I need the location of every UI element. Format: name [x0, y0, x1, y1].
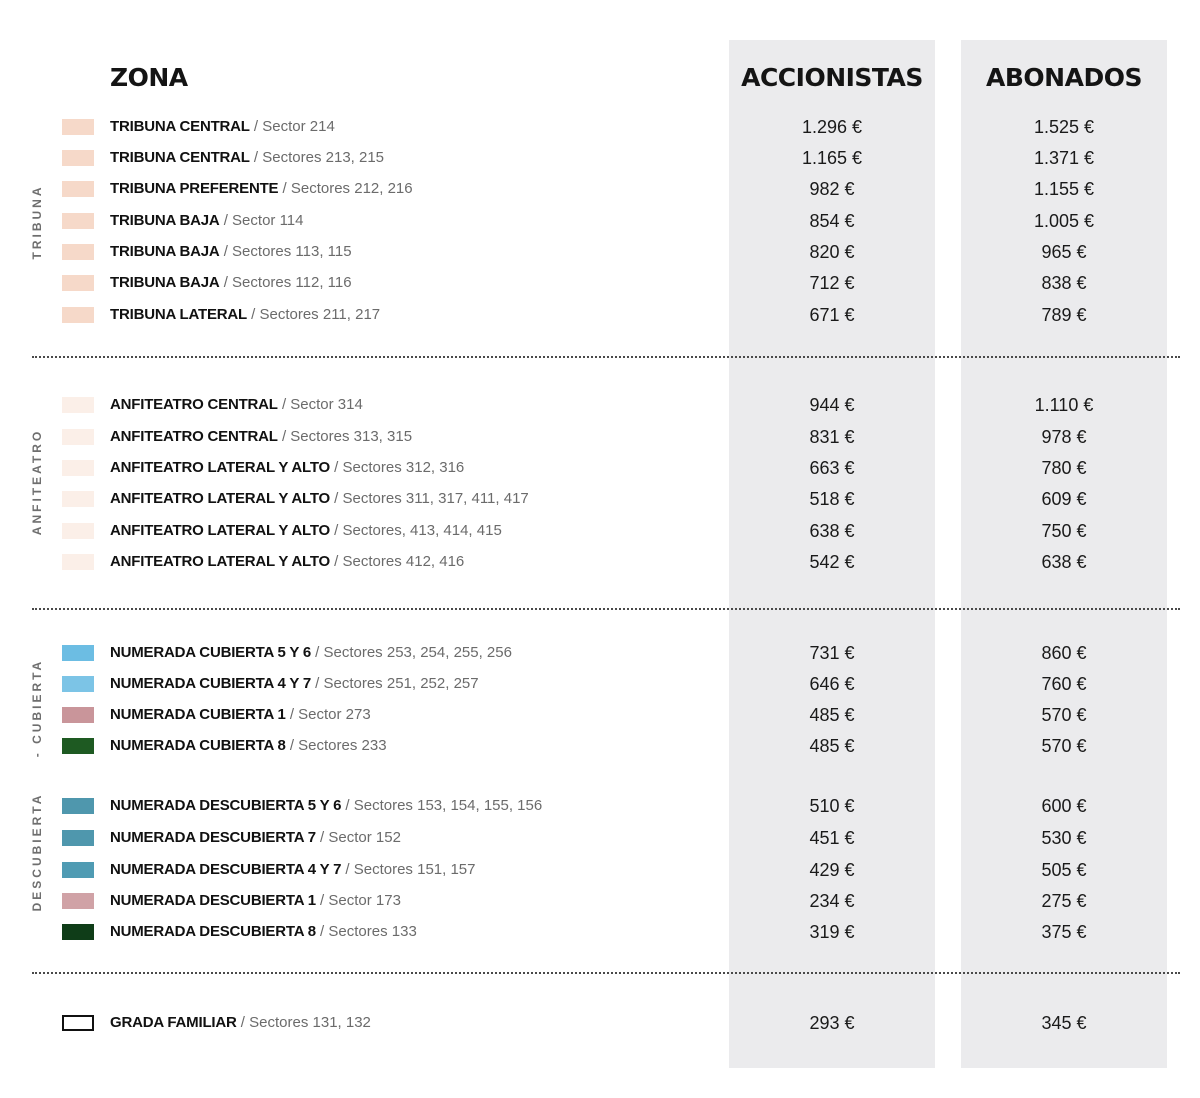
price-row	[0, 177, 1200, 201]
zone-name: TRIBUNA CENTRAL	[110, 118, 250, 135]
abonados-price: 789 €	[1041, 305, 1087, 325]
zone-color-swatch	[62, 119, 94, 135]
zone-sectors: / Sectores 113, 115	[219, 243, 352, 260]
zone-sectors: / Sectores 311, 317, 411, 417	[330, 490, 529, 507]
zone-label	[110, 920, 417, 944]
accionistas-price: 429 €	[809, 860, 855, 880]
price-row	[0, 858, 1200, 882]
zone-color-swatch	[62, 523, 94, 539]
zone-sectors: / Sectores 212, 216	[278, 180, 413, 197]
zone-label	[110, 240, 352, 264]
abonados-price: 275 €	[1041, 891, 1087, 911]
abonados-price: 505 €	[1041, 860, 1087, 880]
abonados-price: 760 €	[1041, 674, 1087, 694]
zone-sectors: / Sector 114	[219, 212, 304, 229]
accionistas-price: 1.165 €	[801, 148, 863, 168]
accionistas-price: 731 €	[809, 643, 855, 663]
zone-color-swatch	[62, 307, 94, 323]
price-row	[0, 889, 1200, 913]
zone-label	[110, 456, 464, 480]
zone-name: TRIBUNA PREFERENTE	[110, 180, 279, 197]
zone-color-swatch	[62, 676, 94, 692]
zone-sectors: / Sectores 131, 132	[236, 1014, 371, 1031]
abonados-price: 1.155 €	[1033, 179, 1095, 199]
zone-name: TRIBUNA BAJA	[110, 212, 220, 229]
zone-color-swatch	[62, 893, 94, 909]
abonados-price: 860 €	[1041, 643, 1087, 663]
accionistas-price: 854 €	[809, 211, 855, 231]
zone-name: TRIBUNA CENTRAL	[110, 149, 250, 166]
section-divider	[32, 608, 1180, 610]
accionistas-price: 831 €	[809, 427, 855, 447]
price-row	[0, 794, 1200, 818]
zone-sectors: / Sector 152	[315, 829, 401, 846]
zone-name: NUMERADA DESCUBIERTA 5 Y 6	[110, 797, 342, 814]
accionistas-price: 982 €	[809, 179, 855, 199]
abonados-price: 1.525 €	[1033, 117, 1095, 137]
zone-color-swatch	[62, 491, 94, 507]
accionistas-price: 542 €	[809, 552, 855, 572]
zone-label	[110, 146, 384, 170]
abonados-price: 600 €	[1041, 796, 1087, 816]
zone-sectors: / Sectores 233	[285, 737, 387, 754]
zone-color-swatch	[62, 738, 94, 754]
zone-color-swatch	[62, 429, 94, 445]
price-row	[0, 240, 1200, 264]
price-row	[0, 826, 1200, 850]
zone-color-swatch	[62, 862, 94, 878]
price-row	[0, 519, 1200, 543]
zone-name: ANFITEATRO CENTRAL	[110, 396, 278, 413]
zone-name: NUMERADA DESCUBIERTA 8	[110, 923, 316, 940]
zone-sectors: / Sector 173	[315, 892, 401, 909]
zone-sectors: / Sector 314	[277, 396, 363, 413]
zone-label	[110, 425, 412, 449]
abonados-price: 780 €	[1041, 458, 1087, 478]
price-row	[0, 550, 1200, 574]
zone-label	[110, 271, 352, 295]
abonados-price: 750 €	[1041, 521, 1087, 541]
abonados-header: ABONADOS	[986, 63, 1142, 92]
zone-label	[110, 672, 479, 696]
zone-label	[110, 519, 502, 543]
accionistas-price: 712 €	[809, 273, 855, 293]
abonados-price: 609 €	[1041, 489, 1087, 509]
price-row	[0, 209, 1200, 233]
zone-sectors: / Sectores 312, 316	[330, 459, 465, 476]
abonados-price: 1.110 €	[1034, 395, 1094, 415]
zone-color-swatch	[62, 275, 94, 291]
zone-color-swatch	[62, 645, 94, 661]
price-row	[0, 641, 1200, 665]
zone-name: TRIBUNA LATERAL	[110, 306, 247, 323]
zone-label	[110, 550, 464, 574]
zone-label	[110, 115, 335, 139]
zone-label	[110, 889, 401, 913]
zone-color-swatch	[62, 150, 94, 166]
accionistas-price: 485 €	[809, 705, 855, 725]
price-row	[0, 115, 1200, 139]
zone-label	[110, 641, 512, 665]
zone-sectors: / Sectores 133	[315, 923, 417, 940]
zone-name: TRIBUNA BAJA	[110, 274, 220, 291]
accionistas-price: 319 €	[809, 922, 855, 942]
price-row	[0, 734, 1200, 758]
price-row	[0, 703, 1200, 727]
accionistas-price: 820 €	[809, 242, 855, 262]
zone-color-swatch	[62, 554, 94, 570]
zone-name: ANFITEATRO LATERAL Y ALTO	[110, 522, 331, 539]
zone-sectors: / Sectores 153, 154, 155, 156	[341, 797, 543, 814]
accionistas-header: ACCIONISTAS	[741, 63, 923, 92]
zone-sectors: / Sector 214	[249, 118, 335, 135]
zone-sectors: / Sector 273	[285, 706, 371, 723]
abonados-price: 978 €	[1041, 427, 1087, 447]
zone-name: NUMERADA CUBIERTA 4 Y 7	[110, 675, 311, 692]
zone-color-swatch	[62, 244, 94, 260]
zone-color-swatch	[62, 830, 94, 846]
accionistas-price: 638 €	[809, 521, 855, 541]
accionistas-price: 671 €	[809, 305, 855, 325]
zone-name: GRADA FAMILIAR	[110, 1014, 237, 1031]
price-row	[0, 487, 1200, 511]
price-row	[0, 672, 1200, 696]
zone-name: NUMERADA DESCUBIERTA 4 Y 7	[110, 861, 342, 878]
zone-sectors: / Sectores 251, 252, 257	[310, 675, 479, 692]
zone-name: NUMERADA DESCUBIERTA 1	[110, 892, 316, 909]
zone-name: NUMERADA DESCUBIERTA 7	[110, 829, 316, 846]
abonados-price: 530 €	[1041, 828, 1087, 848]
abonados-price: 345 €	[1041, 1013, 1087, 1033]
accionistas-price: 518 €	[809, 489, 855, 509]
accionistas-price: 646 €	[809, 674, 855, 694]
zone-color-swatch	[62, 924, 94, 940]
abonados-price: 570 €	[1041, 736, 1087, 756]
zone-label	[110, 858, 476, 882]
zone-color-swatch	[62, 213, 94, 229]
price-row	[0, 271, 1200, 295]
zone-label	[110, 177, 413, 201]
zone-sectors: / Sectores 213, 215	[249, 149, 385, 166]
zone-color-swatch	[62, 707, 94, 723]
price-row	[0, 146, 1200, 170]
zone-name: TRIBUNA BAJA	[110, 243, 220, 260]
zone-name: NUMERADA CUBIERTA 8	[110, 737, 286, 754]
zone-sectors: / Sectores, 413, 414, 415	[330, 522, 502, 539]
abonados-price: 965 €	[1041, 242, 1087, 262]
abonados-price: 1.005 €	[1033, 211, 1095, 231]
price-row	[0, 920, 1200, 944]
section-divider	[32, 972, 1180, 974]
zone-label	[110, 794, 542, 818]
zone-color-swatch	[62, 1015, 94, 1031]
price-row	[0, 456, 1200, 480]
abonados-price: 570 €	[1041, 705, 1087, 725]
price-row	[0, 1011, 1200, 1035]
zone-label	[110, 826, 401, 850]
zone-color-swatch	[62, 798, 94, 814]
zone-label	[110, 209, 303, 233]
zone-sectors: / Sectores 253, 254, 255, 256	[310, 644, 512, 661]
price-row	[0, 425, 1200, 449]
zone-sectors: / Sectores 112, 116	[219, 274, 352, 291]
zone-name: ANFITEATRO LATERAL Y ALTO	[110, 553, 331, 570]
accionistas-price: 234 €	[809, 891, 855, 911]
accionistas-price: 663 €	[809, 458, 855, 478]
accionistas-price: 510 €	[809, 796, 855, 816]
zone-label	[110, 303, 380, 327]
abonados-price: 838 €	[1041, 273, 1087, 293]
zone-name: ANFITEATRO LATERAL Y ALTO	[110, 459, 331, 476]
zone-label	[110, 1011, 371, 1035]
zone-name: ANFITEATRO LATERAL Y ALTO	[110, 490, 331, 507]
zone-color-swatch	[62, 181, 94, 197]
zone-label	[110, 734, 387, 758]
accionistas-price: 451 €	[809, 828, 855, 848]
price-row	[0, 393, 1200, 417]
zone-sectors: / Sectores 313, 315	[277, 428, 413, 445]
zone-sectors: / Sectores 151, 157	[341, 861, 476, 878]
zone-name: NUMERADA CUBIERTA 5 Y 6	[110, 644, 311, 661]
accionistas-price: 1.296 €	[801, 117, 863, 137]
zone-color-swatch	[62, 460, 94, 476]
zone-name: ANFITEATRO CENTRAL	[110, 428, 278, 445]
price-row	[0, 303, 1200, 327]
abonados-price: 1.371 €	[1033, 148, 1095, 168]
section-divider	[32, 356, 1180, 358]
zone-name: NUMERADA CUBIERTA 1	[110, 706, 286, 723]
accionistas-price: 293 €	[809, 1013, 855, 1033]
zone-color-swatch	[62, 397, 94, 413]
abonados-price: 638 €	[1041, 552, 1087, 572]
abonados-price: 375 €	[1041, 922, 1087, 942]
zone-sectors: / Sectores 211, 217	[246, 306, 381, 323]
zone-label	[110, 487, 529, 511]
zone-label	[110, 393, 363, 417]
accionistas-price: 485 €	[809, 736, 855, 756]
accionistas-price: 944 €	[809, 395, 855, 415]
zone-sectors: / Sectores 412, 416	[330, 553, 465, 570]
zona-header: ZONA	[110, 63, 188, 92]
zone-label	[110, 703, 371, 727]
